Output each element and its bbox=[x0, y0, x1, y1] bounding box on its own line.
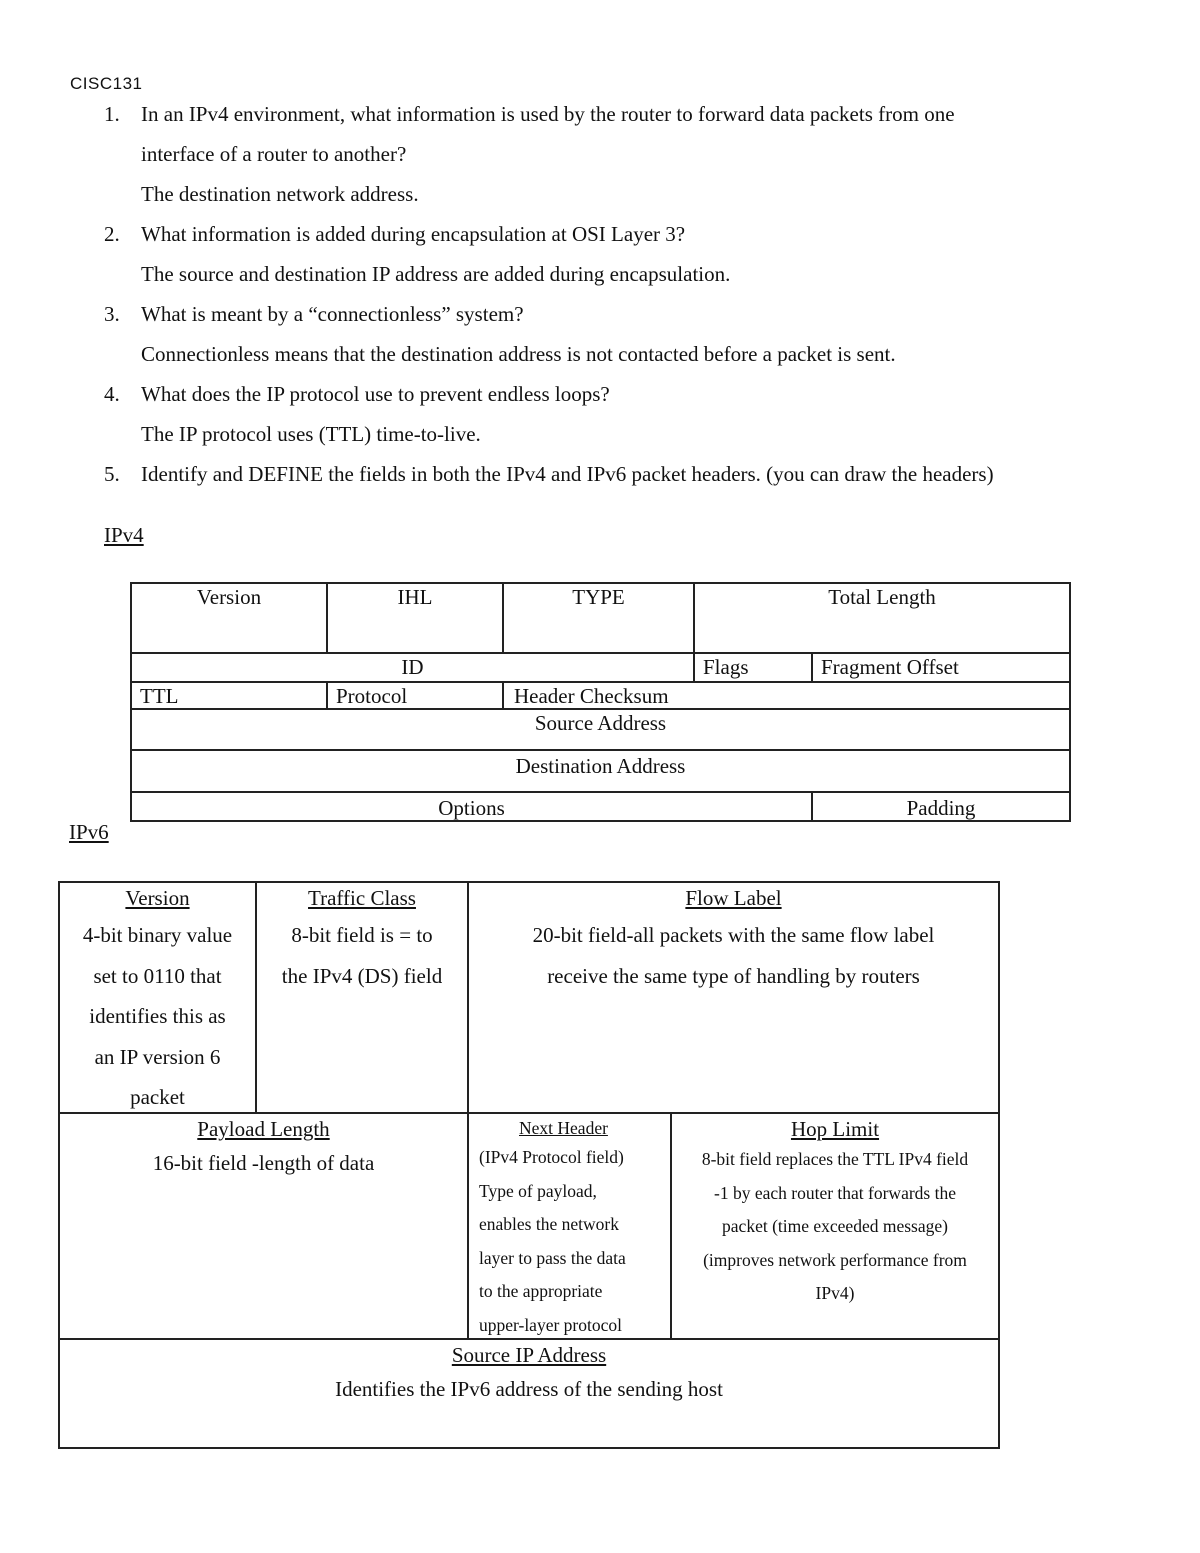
ipv4-header-checksum-cell bbox=[502, 681, 1071, 710]
ipv6-source-ip-title: Source IP Address bbox=[451, 1343, 607, 1367]
question-number: 4. bbox=[104, 382, 120, 406]
ipv4-id-cell bbox=[130, 652, 695, 683]
ipv4-fragment-offset-label: Fragment Offset bbox=[821, 655, 959, 679]
ipv6-version-desc-line: set to 0110 that bbox=[93, 963, 222, 988]
ipv6-next-header-desc-line: upper-layer protocol bbox=[479, 1314, 622, 1335]
ipv6-heading: IPv6 bbox=[69, 820, 109, 844]
ipv4-destination-address-label: Destination Address bbox=[515, 754, 686, 778]
ipv4-ihl-cell bbox=[326, 582, 504, 654]
ipv4-version-cell bbox=[130, 582, 328, 654]
ipv4-options-cell bbox=[130, 791, 813, 822]
answer-text: The destination network address. bbox=[141, 182, 419, 206]
question-number: 5. bbox=[104, 462, 120, 486]
question-text-line: interface of a router to another? bbox=[141, 142, 407, 166]
ipv6-next-header-desc-line: enables the network bbox=[479, 1214, 619, 1235]
ipv6-hop-limit-desc-line: -1 by each router that forwards the bbox=[714, 1182, 956, 1203]
ipv6-hop-limit-desc-line: 8-bit field replaces the TTL IPv4 field bbox=[701, 1149, 969, 1169]
question-text-line: Identify and DEFINE the fields in both the IPv4 and IPv6 packet headers. (you can draw the headers) bbox=[141, 462, 994, 486]
ipv6-next-header-desc-line: (IPv4 Protocol field) bbox=[479, 1147, 624, 1167]
ipv6-traffic-class-title: Traffic Class bbox=[308, 886, 416, 910]
ipv4-type-cell bbox=[502, 582, 695, 654]
answer-text: The source and destination IP address are added during encapsulation. bbox=[141, 262, 731, 286]
ipv6-payload-length-cell bbox=[58, 1112, 469, 1340]
question-number: 3. bbox=[104, 302, 120, 326]
ipv4-total-length-cell bbox=[693, 582, 1071, 654]
ipv6-source-ip-cell bbox=[58, 1338, 1000, 1449]
ipv6-flow-label-desc-line: receive the same type of handling by routers bbox=[547, 963, 920, 988]
ipv4-padding-label: Padding bbox=[906, 796, 976, 820]
ipv6-flow-label-cell bbox=[467, 881, 1000, 1114]
ipv6-flow-label-title: Flow Label bbox=[685, 886, 782, 910]
ipv6-version-desc-line: 4-bit binary value bbox=[82, 923, 233, 947]
ipv4-options-label: Options bbox=[438, 796, 505, 820]
ipv6-next-header-title: Next Header bbox=[519, 1118, 608, 1138]
ipv6-hop-limit-desc-line: packet (time exceeded message) bbox=[722, 1216, 948, 1237]
question-list bbox=[104, 94, 1164, 494]
ipv4-total-length-label: Total Length bbox=[828, 585, 936, 609]
ipv4-header-checksum-label: Header Checksum bbox=[514, 684, 669, 708]
question-item-3 bbox=[104, 294, 1164, 374]
ipv6-version-desc-line: packet bbox=[130, 1085, 185, 1109]
ipv4-type-label: TYPE bbox=[572, 585, 625, 609]
ipv6-version-cell bbox=[58, 881, 257, 1114]
question-number: 1. bbox=[104, 102, 120, 126]
ipv6-hop-limit-title: Hop Limit bbox=[790, 1117, 880, 1141]
ipv4-ttl-cell bbox=[130, 681, 328, 710]
question-text-line: In an IPv4 environment, what information is used by the router to forward data packets from one bbox=[141, 102, 955, 126]
ipv4-version-label: Version bbox=[196, 585, 262, 609]
answer-text: The IP protocol uses (TTL) time-to-live. bbox=[141, 422, 481, 446]
ipv6-payload-length-desc-line: 16-bit field -length of data bbox=[152, 1151, 375, 1175]
ipv4-destination-address-cell bbox=[130, 749, 1071, 793]
ipv4-flags-cell bbox=[693, 652, 813, 683]
ipv6-next-header-desc-line: layer to pass the data bbox=[479, 1247, 626, 1268]
ipv6-hop-limit-cell bbox=[670, 1112, 1000, 1340]
course-code: CISC131 bbox=[70, 74, 143, 93]
question-item-2 bbox=[104, 214, 1164, 294]
question-item-4 bbox=[104, 374, 1164, 454]
ipv4-padding-cell bbox=[811, 791, 1071, 822]
ipv6-flow-label-desc-line: 20-bit field-all packets with the same flow label bbox=[532, 923, 935, 947]
question-number: 2. bbox=[104, 222, 120, 246]
ipv6-traffic-class-cell bbox=[255, 881, 469, 1114]
ipv4-ihl-label: IHL bbox=[397, 585, 433, 609]
ipv6-version-title: Version bbox=[125, 886, 190, 910]
ipv4-protocol-label: Protocol bbox=[336, 684, 408, 708]
ipv4-source-address-cell bbox=[130, 708, 1071, 751]
ipv6-next-header-cell bbox=[467, 1112, 672, 1340]
question-text-line: What information is added during encapsulation at OSI Layer 3? bbox=[141, 222, 686, 246]
ipv6-traffic-class-desc-line: 8-bit field is = to bbox=[291, 923, 433, 947]
ipv6-next-header-desc-line: Type of payload, bbox=[479, 1180, 597, 1201]
answer-text: Connectionless means that the destination address is not contacted before a packet is sent. bbox=[141, 342, 896, 366]
ipv4-flags-label: Flags bbox=[703, 655, 749, 679]
ipv6-hop-limit-desc-line: IPv4) bbox=[815, 1283, 855, 1304]
question-item-5 bbox=[104, 454, 1164, 494]
question-text-line: What is meant by a “connectionless” system? bbox=[141, 302, 524, 326]
question-item-1 bbox=[104, 94, 1164, 214]
ipv6-version-desc-line: an IP version 6 bbox=[94, 1044, 221, 1069]
ipv6-traffic-class-desc-line: the IPv4 (DS) field bbox=[281, 963, 443, 988]
ipv4-id-label: ID bbox=[401, 655, 424, 679]
ipv4-protocol-cell bbox=[326, 681, 504, 710]
ipv4-source-address-label: Source Address bbox=[534, 711, 667, 735]
ipv4-heading: IPv4 bbox=[104, 523, 144, 547]
ipv6-payload-length-title: Payload Length bbox=[197, 1117, 330, 1141]
ipv4-fragment-offset-cell bbox=[811, 652, 1071, 683]
ipv6-source-ip-desc-line: Identifies the IPv6 address of the sending host bbox=[335, 1377, 723, 1401]
ipv4-ttl-label: TTL bbox=[140, 684, 179, 708]
ipv6-version-desc-line: identifies this as bbox=[89, 1004, 226, 1028]
question-text-line: What does the IP protocol use to prevent endless loops? bbox=[141, 382, 610, 406]
ipv6-next-header-desc-line: to the appropriate bbox=[479, 1281, 603, 1302]
ipv6-hop-limit-desc-line: (improves network performance from bbox=[703, 1249, 967, 1270]
